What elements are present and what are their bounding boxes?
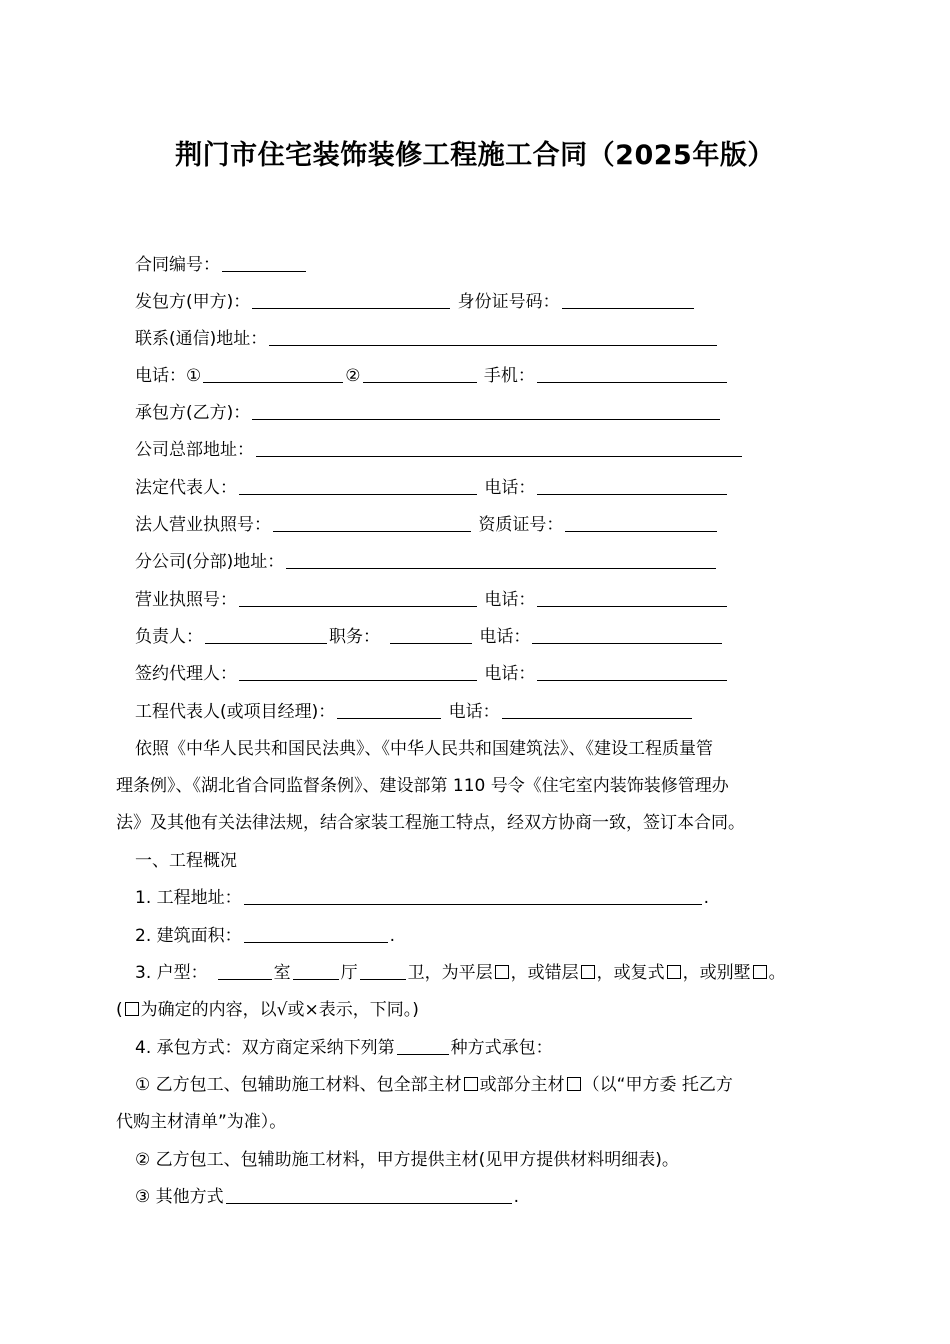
item2-line xyxy=(135,926,395,946)
building-area-blank[interactable] xyxy=(244,927,388,943)
phone-label: 电话：① xyxy=(135,366,202,386)
license-blank[interactable] xyxy=(273,516,471,532)
manager-line xyxy=(135,627,724,647)
party-b-label: 承包方(乙方)： xyxy=(135,403,251,423)
id-number-label: 身份证号码： xyxy=(457,292,560,312)
item3-line xyxy=(135,963,786,983)
branch-address-line xyxy=(135,552,718,572)
position-label: 职务： xyxy=(329,627,380,647)
phone2-blank[interactable] xyxy=(363,367,477,383)
qualification-blank[interactable] xyxy=(565,516,717,532)
note-checkbox xyxy=(125,1002,139,1016)
option3-label: ③ 其他方式 xyxy=(135,1187,224,1207)
contract-number-blank[interactable] xyxy=(222,256,306,272)
contact-address-label: 联系(通信)地址： xyxy=(135,329,268,349)
split-checkbox[interactable] xyxy=(581,965,595,979)
contract-number-line xyxy=(135,255,308,275)
manager-label: 负责人： xyxy=(135,627,203,647)
biz-phone-label: 电话： xyxy=(484,590,536,610)
agent-blank[interactable] xyxy=(239,665,477,681)
document-title: 荆门市住宅装饰装修工程施工合同（2025年版） xyxy=(175,140,775,171)
legal-rep-phone-label: 电话： xyxy=(484,478,536,498)
option3-blank[interactable] xyxy=(226,1188,512,1204)
para1-line1: 依照《中华人民共和国民法典》、《中华人民共和国建筑法》、《建设工程质量管 xyxy=(135,739,713,759)
party-b-line xyxy=(135,403,722,423)
layout-label: 3. 户型： xyxy=(135,963,208,983)
item4-line xyxy=(135,1038,553,1058)
license-line xyxy=(135,515,719,535)
party-a-line xyxy=(135,292,696,312)
manager-blank[interactable] xyxy=(205,628,327,644)
party-a-label: 发包方(甲方)： xyxy=(135,292,251,312)
agent-label: 签约代理人： xyxy=(135,664,237,684)
note-paren: ( xyxy=(116,1000,123,1020)
contract-number-label: 合同编号： xyxy=(135,255,220,275)
agent-phone-blank[interactable] xyxy=(537,665,727,681)
bath-blank[interactable] xyxy=(360,964,406,980)
option1-note: （以“甲方委 托乙方 xyxy=(582,1075,733,1095)
period-mark: . xyxy=(389,926,396,946)
branch-address-blank[interactable] xyxy=(286,553,716,569)
hq-address-label: 公司总部地址： xyxy=(135,440,254,460)
option1-partial: 或部分主材 xyxy=(479,1075,565,1095)
biz-license-line xyxy=(135,590,729,610)
id-number-blank[interactable] xyxy=(562,293,694,309)
project-rep-phone-label: 电话： xyxy=(448,702,500,722)
building-area-label: 2. 建筑面积： xyxy=(135,926,242,946)
split-label: ，或错层 xyxy=(510,963,579,983)
project-rep-blank[interactable] xyxy=(337,703,441,719)
bath-label: 卫，为平层 xyxy=(407,963,493,983)
project-rep-phone-blank[interactable] xyxy=(502,703,692,719)
period-mark: . xyxy=(513,1187,520,1207)
biz-license-label: 营业执照号： xyxy=(135,590,237,610)
project-rep-label: 工程代表人(或项目经理)： xyxy=(135,702,336,722)
legal-rep-label: 法定代表人： xyxy=(135,478,237,498)
partial-materials-checkbox[interactable] xyxy=(567,1077,581,1091)
room-label: 室 xyxy=(273,963,291,983)
license-label: 法人营业执照号： xyxy=(135,515,271,535)
hq-address-blank[interactable] xyxy=(256,441,742,457)
party-b-blank[interactable] xyxy=(252,404,720,420)
item3-note xyxy=(116,1000,419,1020)
duplex-label: ，或复式 xyxy=(596,963,665,983)
biz-phone-blank[interactable] xyxy=(537,591,727,607)
project-address-label: 1. 工程地址： xyxy=(135,888,242,908)
qualification-label: 资质证号： xyxy=(478,515,564,535)
hall-blank[interactable] xyxy=(293,964,339,980)
section-1-heading: 一、工程概况 xyxy=(135,851,237,871)
mobile-label: 手机： xyxy=(483,366,535,386)
mobile-blank[interactable] xyxy=(537,367,727,383)
project-address-blank[interactable] xyxy=(244,889,702,905)
room-blank[interactable] xyxy=(218,964,272,980)
contract-mode-label: 4. 承包方式：双方商定采纳下列第 xyxy=(135,1038,395,1058)
hq-address-line xyxy=(135,440,744,460)
position-blank[interactable] xyxy=(390,628,472,644)
villa-checkbox[interactable] xyxy=(753,965,767,979)
item1-line xyxy=(135,888,709,908)
manager-phone-blank[interactable] xyxy=(532,628,722,644)
option2-line: ② 乙方包工、包辅助施工材料，甲方提供主材(见甲方提供材料明细表)。 xyxy=(135,1150,679,1170)
contract-mode-blank[interactable] xyxy=(397,1039,449,1055)
phone2-label: ② xyxy=(345,366,361,386)
option1-line2: 代购主材清单”为准）。 xyxy=(116,1112,287,1132)
phone-line xyxy=(135,366,729,386)
legal-rep-phone-blank[interactable] xyxy=(537,479,727,495)
duplex-checkbox[interactable] xyxy=(667,965,681,979)
flat-checkbox[interactable] xyxy=(495,965,509,979)
note-text: 为确定的内容，以√或×表示，下同。) xyxy=(140,1000,419,1020)
legal-rep-line xyxy=(135,478,729,498)
contact-address-line xyxy=(135,329,719,349)
agent-line xyxy=(135,664,729,684)
para1-line3: 法》及其他有关法律法规，结合家装工程施工特点，经双方协商一致，签订本合同。 xyxy=(116,813,745,833)
option1-text: ① 乙方包工、包辅助施工材料、包全部主材 xyxy=(135,1075,462,1095)
agent-phone-label: 电话： xyxy=(484,664,536,684)
para1-line2: 理条例》、《湖北省合同监督条例》、建设部第 110 号令《住宅室内装饰装修管理办 xyxy=(116,776,729,796)
phone1-blank[interactable] xyxy=(203,367,343,383)
manager-phone-label: 电话： xyxy=(479,627,531,647)
contact-address-blank[interactable] xyxy=(269,330,717,346)
option1-line xyxy=(135,1075,733,1095)
contract-mode-suffix: 种方式承包： xyxy=(450,1038,553,1058)
hall-label: 厅 xyxy=(340,963,358,983)
option3-line xyxy=(135,1187,519,1207)
legal-rep-blank[interactable] xyxy=(239,479,477,495)
biz-license-blank[interactable] xyxy=(239,591,477,607)
branch-address-label: 分公司(分部)地址： xyxy=(135,552,285,572)
end-mark: 。 xyxy=(768,963,786,983)
period-mark: . xyxy=(703,888,710,908)
party-a-blank[interactable] xyxy=(252,293,450,309)
project-rep-line xyxy=(135,702,694,722)
villa-label: ，或别墅 xyxy=(682,963,751,983)
all-materials-checkbox[interactable] xyxy=(464,1077,478,1091)
